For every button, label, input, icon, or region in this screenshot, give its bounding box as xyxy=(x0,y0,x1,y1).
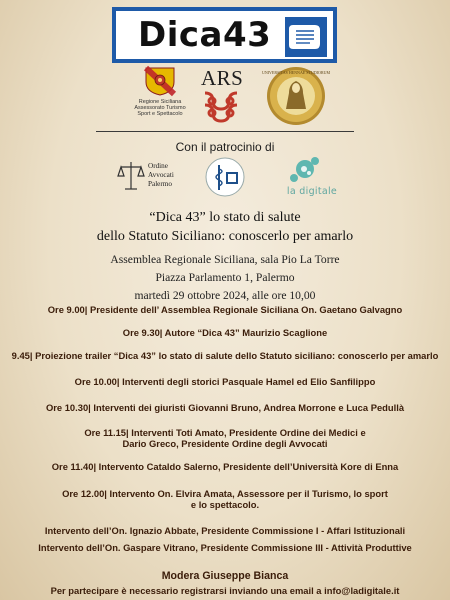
program-item-9: Intervento dell’On. Ignazio Abbate, Presidente Commissione I - Affari Istituzionali xyxy=(44,525,406,536)
event-address: Piazza Parlamento 1, Palermo xyxy=(155,271,295,284)
event-title-line2: dello Statuto Siciliano: conoscerlo per amarlo xyxy=(96,229,354,244)
program-item-8a: Ore 12.00| Intervento On. Elvira Amata, Assessore per il Turismo, lo sport xyxy=(62,488,388,499)
program-item-2: Ore 9.30| Autore “Dica 43” Maurizio Scaglione xyxy=(122,327,328,338)
region-caption-line2: Assessorato Turismo xyxy=(134,105,186,111)
ordine-line2: Avvocati xyxy=(148,171,174,179)
region-caption-line3: Sport e Spettacolo xyxy=(137,111,183,117)
registration-note: Per partecipare è necessario registrarsi inviando una email a info@ladigitale.it xyxy=(50,585,400,596)
ars-emblem-icon xyxy=(202,90,240,124)
program-item-6b: Dario Greco, Presidente Ordine degli Avvocati xyxy=(122,438,328,449)
program-item-10: Intervento dell’On. Gaspare Vitrano, Presidente Commissione III - Attività Produttive xyxy=(38,542,412,553)
university-seal xyxy=(261,66,331,126)
divider-top xyxy=(96,131,354,132)
caduceus-icon xyxy=(205,157,245,197)
la-digitale-logo xyxy=(282,154,342,200)
region-logo xyxy=(134,66,186,122)
la-digitale-label: la digitale xyxy=(286,186,338,197)
event-logo xyxy=(112,7,337,63)
program-item-6a: Ore 11.15| Interventi Toti Amato, Presidente Ordine dei Medici e xyxy=(84,427,366,438)
program-item-5: Ore 10.30| Interventi dei giuristi Giovanni Bruno, Andrea Morrone e Luca Pedullà xyxy=(45,402,405,413)
patronage-heading: Con il patrocinio di xyxy=(175,140,275,154)
ordine-line1: Ordine xyxy=(148,162,168,170)
ordine-line3: Palermo xyxy=(148,180,172,188)
event-title-line1: “Dica 43” lo stato di salute xyxy=(149,210,301,225)
event-date: martedì 29 ottobre 2024, alle ore 10,00 xyxy=(134,289,316,302)
program-item-3: 9.45| Proiezione trailer “Dica 43” lo stato di salute dello Statuto siciliano: conoscerlo per amarlo xyxy=(11,350,439,361)
program-item-1: Ore 9.00| Presidente dell’ Assemblea Regionale Siciliana On. Gaetano Galvagno xyxy=(47,304,403,315)
event-venue: Assemblea Regionale Siciliana, sala Pio La Torre xyxy=(110,253,340,266)
ars-label: ARS xyxy=(201,66,244,90)
scroll-icon xyxy=(285,17,327,57)
ordine-avvocati-logo xyxy=(118,158,198,194)
university-seal-icon xyxy=(261,66,331,126)
event-logo-title: Dica43 xyxy=(138,15,272,55)
program-item-4: Ore 10.00| Interventi degli storici Pasquale Hamel ed Elio Sanfilippo xyxy=(74,376,376,387)
program-item-8b: e lo spettacolo. xyxy=(190,499,260,510)
university-seal-text: UNIVERSITAS HENNAE STUDIORUM xyxy=(261,70,331,75)
molecule-icon xyxy=(287,154,321,184)
region-caption-line1: Regione Siciliana xyxy=(138,99,182,105)
ordine-medici-logo xyxy=(205,157,245,197)
program-item-7: Ore 11.40| Intervento Cataldo Salerno, Presidente dell’Università Kore di Enna xyxy=(51,461,399,472)
scales-of-justice-icon xyxy=(118,160,144,192)
moderator: Modera Giuseppe Bianca xyxy=(161,570,289,582)
ars-logo xyxy=(200,66,242,124)
trinacria-emblem-icon xyxy=(145,66,175,96)
